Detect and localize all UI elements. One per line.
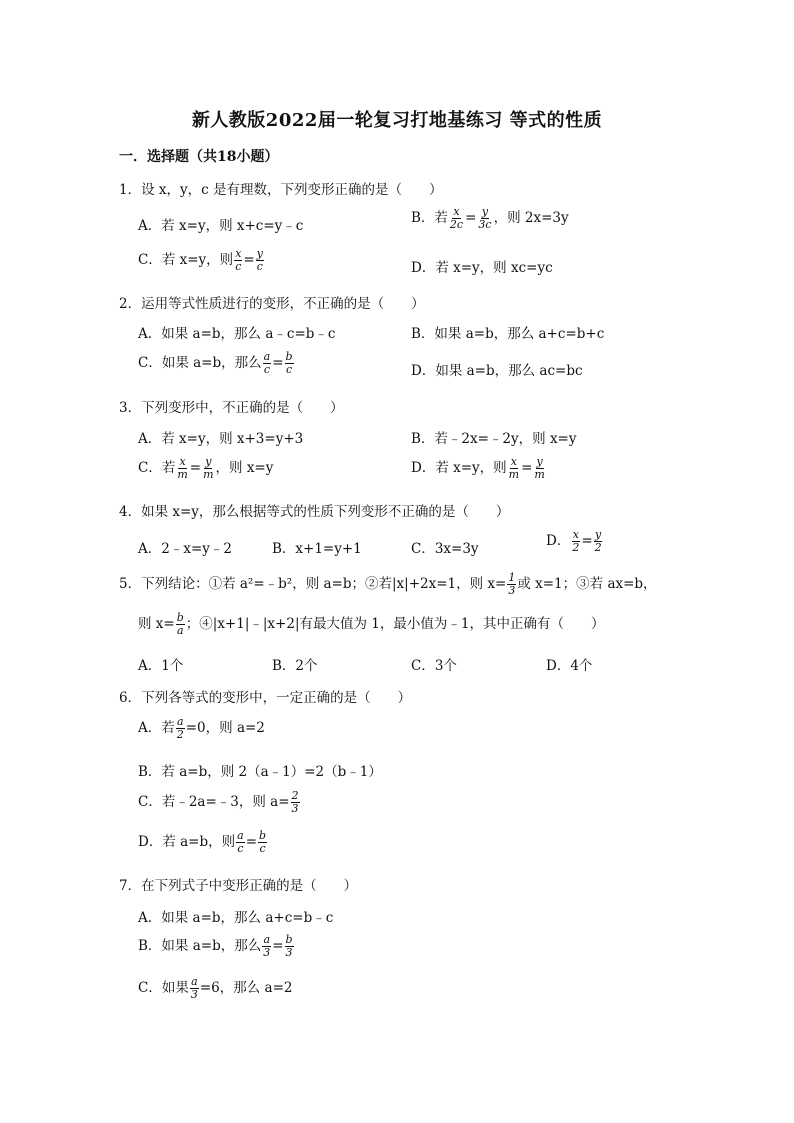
fraction: $\frac{y}{3c}$ — [478, 205, 492, 231]
option-text: A．若 — [138, 720, 175, 736]
fraction: $\frac{x}{m}$ — [177, 455, 188, 481]
option-text: C．若 x=y，则 — [138, 252, 234, 268]
page-title: 新人教版2022届一轮复习打地基练习 等式的性质 — [191, 110, 603, 131]
fraction: $\frac{x}{2}$ — [572, 528, 580, 554]
question-2-option-a[interactable]: A．如果 a=b，那么 a﹣c=b﹣c — [138, 326, 336, 342]
question-2-option-d[interactable]: D．如果 a=b，那么 ac=bc — [411, 363, 583, 379]
fraction: $\frac{a}{2}$ — [176, 715, 184, 741]
option-text: D．若 a=b，则 — [138, 834, 236, 850]
question-5-stem-line-2 — [138, 612, 604, 637]
fraction: $\frac{x}{c}$ — [235, 247, 242, 273]
option-text: = — [243, 252, 255, 268]
option-text: B．若 — [411, 210, 448, 226]
stem-text: ；④|x+1|﹣|x+2|有最大值为 1，最小值为﹣1，其中正确有（ ） — [185, 616, 605, 632]
fraction: $\frac{a}{3}$ — [190, 975, 198, 1001]
fraction: $\frac{b}{c}$ — [259, 829, 267, 855]
fraction: $\frac{x}{2c}$ — [449, 205, 464, 231]
option-text: D．若 x=y，则 — [411, 460, 507, 476]
question-5-option-a[interactable]: A．1个 — [138, 658, 184, 674]
fraction: $\frac{b}{a}$ — [176, 611, 184, 637]
option-text: = — [189, 460, 202, 476]
fraction: $\frac{y}{m}$ — [203, 455, 214, 481]
question-5-option-c[interactable]: C．3个 — [411, 658, 457, 674]
option-text: C．如果 — [138, 980, 189, 996]
option-text: =6，那么 a=2 — [199, 980, 293, 996]
option-text: = — [245, 834, 257, 850]
stem-text: 则 x= — [138, 616, 175, 632]
option-text: C．如果 a=b，那么 — [138, 355, 262, 371]
question-4-option-d[interactable] — [546, 529, 604, 554]
question-5-option-d[interactable]: D．4个 — [546, 658, 593, 674]
stem-text: 或 x=1；③若 ax=b， — [517, 576, 657, 592]
section-heading: 一．选择题（共18小题） — [119, 149, 279, 165]
question-6-stem: 6．下列各等式的变形中，一定正确的是（ ） — [119, 690, 412, 706]
question-7-stem: 7．在下列式子中变形正确的是（ ） — [119, 878, 358, 894]
option-text: D． — [546, 533, 571, 549]
question-1-option-c[interactable] — [138, 248, 265, 273]
question-5-stem-line-1 — [119, 572, 657, 597]
question-7-option-c[interactable] — [138, 976, 293, 1001]
option-text: = — [272, 938, 284, 954]
option-text: ，则 2x=3y — [493, 210, 569, 226]
option-text: =0，则 a=2 — [185, 720, 265, 736]
fraction: $\frac{b}{3}$ — [285, 933, 293, 959]
question-1-option-b[interactable] — [411, 206, 569, 231]
fraction: $\frac{a}{3}$ — [263, 933, 271, 959]
question-6-option-c[interactable] — [138, 790, 301, 815]
question-2-stem: 2．运用等式性质进行的变形，不正确的是（ ） — [119, 296, 425, 312]
question-4-stem: 4．如果 x=y，那么根据等式的性质下列变形不正确的是（ ） — [119, 504, 510, 520]
fraction: $\frac{y}{m}$ — [534, 455, 545, 481]
question-3-option-c[interactable] — [138, 456, 273, 481]
question-4-option-c[interactable]: C．3x=3y — [411, 541, 479, 557]
stem-text: 5．下列结论：①若 a²=﹣b²，则 a=b；②若|x|+2x=1，则 x= — [119, 576, 507, 592]
question-4-option-a[interactable]: A．2﹣x=y﹣2 — [138, 541, 232, 557]
option-text: = — [581, 533, 593, 549]
question-2-option-c[interactable] — [138, 351, 295, 376]
question-7-option-a[interactable]: A．如果 a=b，那么 a+c=b﹣c — [138, 910, 334, 926]
option-text: C．若﹣2a=﹣3，则 a= — [138, 794, 290, 810]
option-text: = — [272, 355, 284, 371]
fraction: $\frac{y}{2}$ — [594, 528, 602, 554]
question-3-option-d[interactable] — [411, 456, 547, 481]
option-text: = — [465, 210, 477, 226]
question-1-option-d[interactable]: D．若 x=y，则 xc=yc — [411, 260, 553, 276]
fraction: $\frac{b}{c}$ — [285, 350, 293, 376]
option-text: C．若 — [138, 460, 176, 476]
fraction: $\frac{2}{3}$ — [291, 789, 299, 815]
option-text: B．如果 a=b，那么 — [138, 938, 262, 954]
question-6-option-a[interactable] — [138, 716, 265, 741]
fraction: $\frac{a}{c}$ — [237, 829, 244, 855]
option-text: = — [521, 460, 533, 476]
option-text: ，则 x=y — [215, 460, 274, 476]
question-5-option-b[interactable]: B．2个 — [272, 658, 318, 674]
question-2-option-b[interactable]: B．如果 a=b，那么 a+c=b+c — [411, 326, 605, 342]
fraction: $\frac{x}{m}$ — [508, 455, 520, 481]
question-3-option-a[interactable]: A．若 x=y，则 x+3=y+3 — [138, 431, 304, 447]
question-6-option-b[interactable]: B．若 a=b，则 2（a﹣1）=2（b﹣1） — [138, 764, 382, 780]
question-3-option-b[interactable]: B．若﹣2x=﹣2y，则 x=y — [411, 431, 577, 447]
question-1-stem: 1．设 x，y，c 是有理数，下列变形正确的是（ ） — [119, 182, 443, 198]
question-6-option-d[interactable] — [138, 830, 268, 855]
question-7-option-b[interactable] — [138, 934, 295, 959]
fraction: $\frac{a}{c}$ — [263, 350, 271, 376]
fraction: $\frac{1}{3}$ — [508, 571, 516, 597]
question-4-option-b[interactable]: B．x+1=y+1 — [272, 541, 362, 557]
question-3-stem: 3．下列变形中，不正确的是（ ） — [119, 400, 344, 416]
question-1-option-a[interactable]: A．若 x=y，则 x+c=y﹣c — [138, 218, 304, 234]
fraction: $\frac{y}{c}$ — [256, 247, 263, 273]
